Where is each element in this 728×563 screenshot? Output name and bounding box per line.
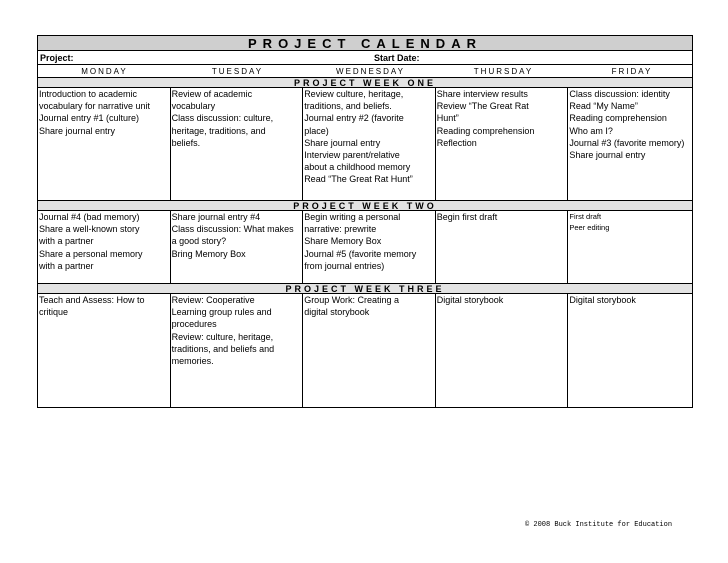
week-one-thursday <box>436 88 569 200</box>
week-two-wednesday <box>303 211 436 283</box>
cell-line: Introduction to academic <box>39 89 138 99</box>
cell-line: with a partner <box>39 236 94 247</box>
day-thursday: THURSDAY <box>473 67 534 76</box>
cell-line: Review: culture, heritage, <box>171 331 274 342</box>
week-one-tuesday <box>171 88 304 200</box>
cell-line: Reading comprehension <box>436 125 535 136</box>
week-three-thursday <box>436 294 569 407</box>
cell-line: Share a personal memory <box>39 248 143 259</box>
week-one-wednesday <box>303 88 436 200</box>
cell-line: Share journal entry #4 <box>171 212 261 222</box>
cell-line: place) <box>304 125 329 136</box>
day-header-row <box>38 65 692 78</box>
cell-line: Journal entry #1 (culture) <box>39 113 140 124</box>
cell-line: digital storybook <box>304 307 370 318</box>
week-one-monday <box>38 88 171 200</box>
week-three-monday <box>38 294 171 407</box>
cell-line: Review “The Great Rat <box>436 101 529 112</box>
project-info-row <box>38 51 692 65</box>
cell-line: Review: Cooperative <box>171 295 255 305</box>
week-one-friday <box>568 88 692 200</box>
cell-line: Bring Memory Box <box>171 248 246 259</box>
cell-line: Reflection <box>436 137 477 148</box>
project-label: Project: <box>40 53 74 63</box>
cell-line: Journal #5 (favorite memory <box>304 248 417 259</box>
cell-line: Learning group rules and <box>171 307 272 318</box>
week-three-row <box>38 294 692 407</box>
cell-line: critique <box>39 307 69 318</box>
cell-line: Begin first draft <box>436 212 498 222</box>
cell-line: from journal entries) <box>304 260 385 271</box>
week-three-heading: PROJECT WEEK THREE <box>38 284 692 294</box>
week-two-monday <box>38 211 171 283</box>
start-date-label: Start Date: <box>374 53 420 63</box>
week-one-heading: PROJECT WEEK ONE <box>38 78 692 88</box>
cell-line: traditions, and beliefs. <box>304 101 392 112</box>
cell-line: a good story? <box>171 236 227 247</box>
cell-line: Review of academic <box>171 89 253 99</box>
cell-line: Read “My Name” <box>569 101 638 112</box>
cell-line: Journal #4 (bad memory) <box>39 212 140 222</box>
cell-line: Review culture, heritage, <box>304 89 404 99</box>
cell-line: Journal #3 (favorite memory) <box>569 137 685 148</box>
cell-line: First draft <box>569 212 602 221</box>
week-two-row <box>38 211 692 284</box>
cell-line: Begin writing a personal <box>304 212 401 222</box>
cell-line: memories. <box>171 356 214 367</box>
week-two-tuesday <box>171 211 304 283</box>
cell-line: heritage, traditions, and <box>171 125 266 136</box>
cell-line: Who am I? <box>569 125 613 136</box>
cell-line: beliefs. <box>171 137 201 148</box>
cell-line: Peer editing <box>569 223 610 232</box>
cell-line: Share interview results <box>436 89 528 99</box>
cell-line: Teach and Assess: How to <box>39 295 145 305</box>
day-tuesday: TUESDAY <box>211 67 264 76</box>
cell-line: Journal entry #2 (favorite <box>304 113 404 124</box>
cell-line: Share journal entry <box>569 150 646 161</box>
week-three-tuesday <box>171 294 304 407</box>
calendar-title: PROJECT CALENDAR <box>38 36 692 51</box>
week-three-wednesday <box>303 294 436 407</box>
cell-line: procedures <box>171 319 217 330</box>
copyright-footer: © 2008 Buck Institute for Education <box>525 521 673 529</box>
cell-line: Share a well-known story <box>39 224 140 235</box>
week-two-heading: PROJECT WEEK TWO <box>38 201 692 211</box>
cell-line: vocabulary <box>171 101 216 112</box>
cell-line: Class discussion: identity <box>569 89 670 99</box>
cell-line: Digital storybook <box>436 295 504 305</box>
cell-line: about a childhood memory <box>304 162 411 173</box>
cell-line: Interview parent/relative <box>304 150 400 161</box>
cell-line: Digital storybook <box>569 295 636 305</box>
cell-line: Read “The Great Rat Hunt” <box>304 174 413 185</box>
cell-line: Share journal entry <box>304 137 381 148</box>
cell-line: Reading comprehension <box>569 113 667 124</box>
week-two-friday <box>568 211 692 283</box>
day-monday: MONDAY <box>81 67 128 76</box>
cell-line: Class discussion: What makes <box>171 224 294 235</box>
week-two-thursday <box>436 211 569 283</box>
cell-line: Share Memory Box <box>304 236 382 247</box>
cell-line: Share journal entry <box>39 125 116 136</box>
cell-line: narrative: prewrite <box>304 224 377 235</box>
project-calendar-table <box>37 35 693 408</box>
cell-line: Class discussion: culture, <box>171 113 274 124</box>
week-one-row <box>38 88 692 201</box>
day-friday: FRIDAY <box>611 67 653 76</box>
cell-line: Hunt” <box>436 113 459 124</box>
day-wednesday: WEDNESDAY <box>336 67 405 76</box>
cell-line: traditions, and beliefs and <box>171 343 275 354</box>
week-three-friday <box>568 294 692 407</box>
cell-line: Group Work: Creating a <box>304 295 400 305</box>
cell-line: with a partner <box>39 260 94 271</box>
cell-line: vocabulary for narrative unit <box>39 101 151 112</box>
